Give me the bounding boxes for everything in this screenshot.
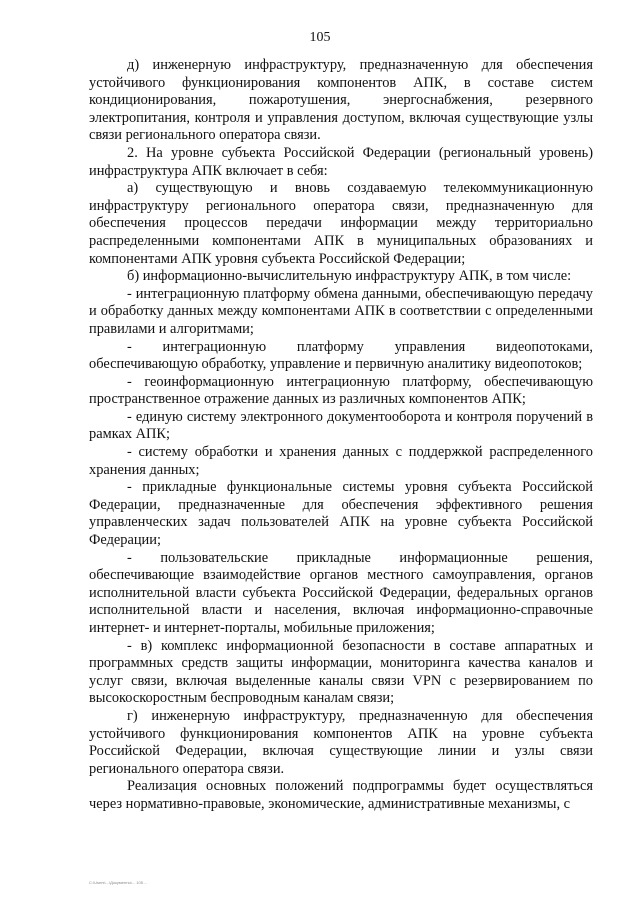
paragraph: б) информационно-вычислительную инфраструктуру АПК, в том числе: (127, 268, 572, 285)
list-item: - единую систему электронного документооборота и контроля поручений в рамках АПК; (89, 408, 593, 443)
paragraph: д) инженерную инфраструктуру, предназначенную для обеспечения устойчивого функционирования компонентов АПК, в составе систем кондиционирования, пожаротушения, энергоснабжения, резервного электропитания, контроля и управления доступом, включая существующие узлы связи регионального оператора связи. (89, 57, 593, 144)
paragraph: Реализация основных положений подпрограммы будет осуществляться через нормативно-правовые, экономические, административные механизмы, с (89, 778, 593, 812)
page-number: 105 (309, 30, 331, 45)
list-item: - систему обработки и хранения данных с поддержкой распределенного хранения данных; (89, 444, 593, 478)
list-item: - в) комплекс информационной безопасности в составе аппаратных и программных средств защиты информации, мониторинга качества каналов и услуг связи, включая выделенные каналы связи VPN с резервированием по высокоскоростным беспроводным каналам связи; (89, 637, 593, 707)
paragraph: а) существующую и вновь создаваемую телекоммуникационную инфраструктуру регионального оператора связи, предназначенную для обеспечения процессов передачи информации между территориально распределенными компонентами АПК в муниципальных образованиях и компонентами АПК уровня субъекта Российской Федерации; (89, 180, 593, 267)
list-item: - пользовательские прикладные информационные решения, обеспечивающие взаимодействие органов местного самоуправления, органов исполнительной власти субъекта Российской Федерации, федеральных органов исполнительной власти и населения, включая информационно-справочные интернет- и интернет-порталы, мобильные приложения; (89, 549, 593, 636)
paragraph: г) инженерную инфраструктуру, предназначенную для обеспечения устойчивого функционирования компонентов АПК на уровне субъекта Российской Федерации, включая существующие линии и узлы связи регионального оператора связи. (89, 707, 593, 777)
list-item: - интеграционную платформу обмена данными, обеспечивающую передачу и обработку данных между компонентами АПК в соответствии с определенными правилами и алгоритмами; (89, 285, 593, 337)
list-item: - геоинформационную интеграционную платформу, обеспечивающую пространственное отражение данных из различных компонентов АПК; (89, 373, 593, 408)
document-body (89, 57, 593, 814)
paragraph: 2. На уровне субъекта Российской Федерации (региональный уровень) инфраструктура АПК включает в себя: (89, 144, 593, 179)
list-item: - интеграционную платформу управления видеопотоками, обеспечивающую обработку, управление и первичную аналитику видеопотоков; (89, 338, 593, 373)
list-item: - прикладные функциональные системы уровня субъекта Российской Федерации, предназначенные для обеспечения эффективного решения управленческих задач пользователей АПК на уровне субъекта Российской Федерации; (89, 479, 593, 549)
footer-file-path: C:\Users\...\Документы\... 105 ... (89, 880, 148, 885)
